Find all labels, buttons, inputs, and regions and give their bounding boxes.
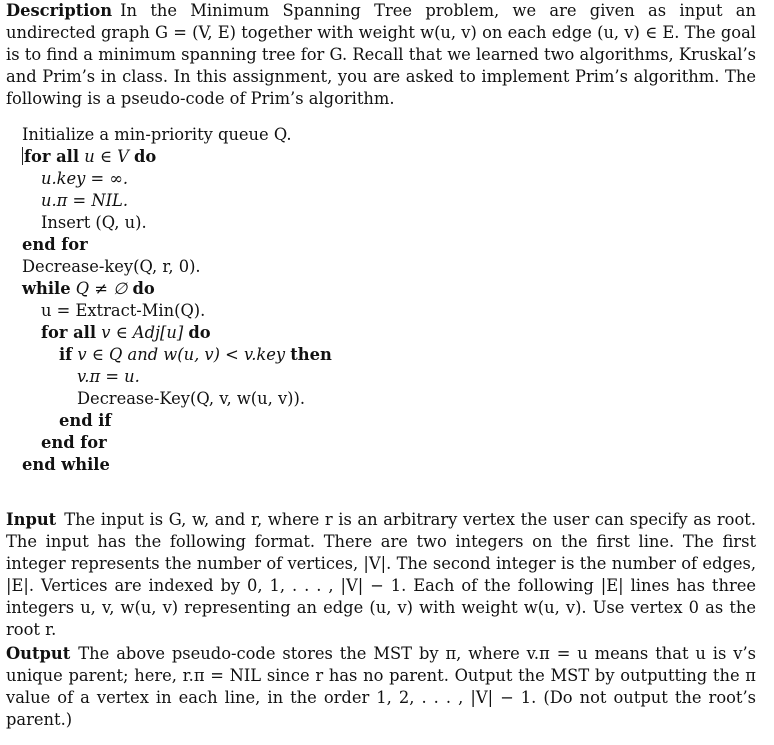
code-line-13: Decrease-Key(Q, v, w(u, v)). — [77, 389, 306, 408]
code-line-14: end if — [59, 411, 112, 430]
code-line-10: for all v ∈ Adj[u] do — [41, 323, 211, 342]
code-line-7: Decrease-key(Q, r, 0). — [22, 257, 201, 276]
output-heading: Output — [6, 644, 71, 663]
description-paragraph — [6, 0, 756, 110]
code-line-2: for all u ∈ V do — [24, 147, 157, 166]
output-paragraph — [6, 643, 756, 731]
code-line-3: u.key = ∞. — [41, 169, 129, 188]
text-cursor — [22, 147, 23, 165]
code-line-5: Insert (Q, u). — [41, 213, 147, 232]
code-line-12: v.π = u. — [77, 367, 140, 386]
output-text: The above pseudo-code stores the MST by π, where v.π = u means that u is v’s unique parent; here, r.π = NIL since r has no parent. Output the MST by outputting the π value of a vertex in each line, in the order 1, 2, . . . , |V| − 1. (Do not output the root’s parent.) — [6, 644, 756, 729]
code-line-6: end for — [22, 235, 88, 254]
description-text: In the Minimum Spanning Tree problem, we are given as input an undirected graph G = (V, E) together with weight w(u, v) on each edge (u, v) ∈ E. The goal is to find a minimum spanning tree for G. Recall that we learned two algorithms, Kruskal’s and Prim’s in class. In this assignment, you are asked to implement Prim’s algorithm. The following is a pseudo-code of Prim’s algorithm. — [6, 1, 756, 108]
code-line-16: end while — [22, 455, 110, 474]
code-line-15: end for — [41, 433, 107, 452]
input-heading: Input — [6, 510, 57, 529]
code-line-4: u.π = NIL. — [41, 191, 129, 210]
code-line-1: Initialize a min-priority queue Q. — [22, 125, 292, 144]
input-text: The input is G, w, and r, where r is an arbitrary vertex the user can specify as root. The input has the following format. There are two integers on the first line. The first integer represents the number of vertices, |V|. The second integer is the number of edges, |E|. Vertices are indexed by 0, 1, . . . , |V| − 1. Each of the following |E| lines has three integers u, v, w(u, v) representing an edge (u, v) with weight w(u, v). Use vertex 0 as the root r. — [6, 510, 756, 639]
description-heading: Description — [6, 1, 113, 20]
input-paragraph — [6, 509, 756, 641]
code-line-11: if v ∈ Q and w(u, v) < v.key then — [59, 345, 332, 364]
code-line-9: u = Extract-Min(Q). — [41, 301, 206, 320]
code-line-8: while Q ≠ ∅ do — [22, 279, 155, 298]
